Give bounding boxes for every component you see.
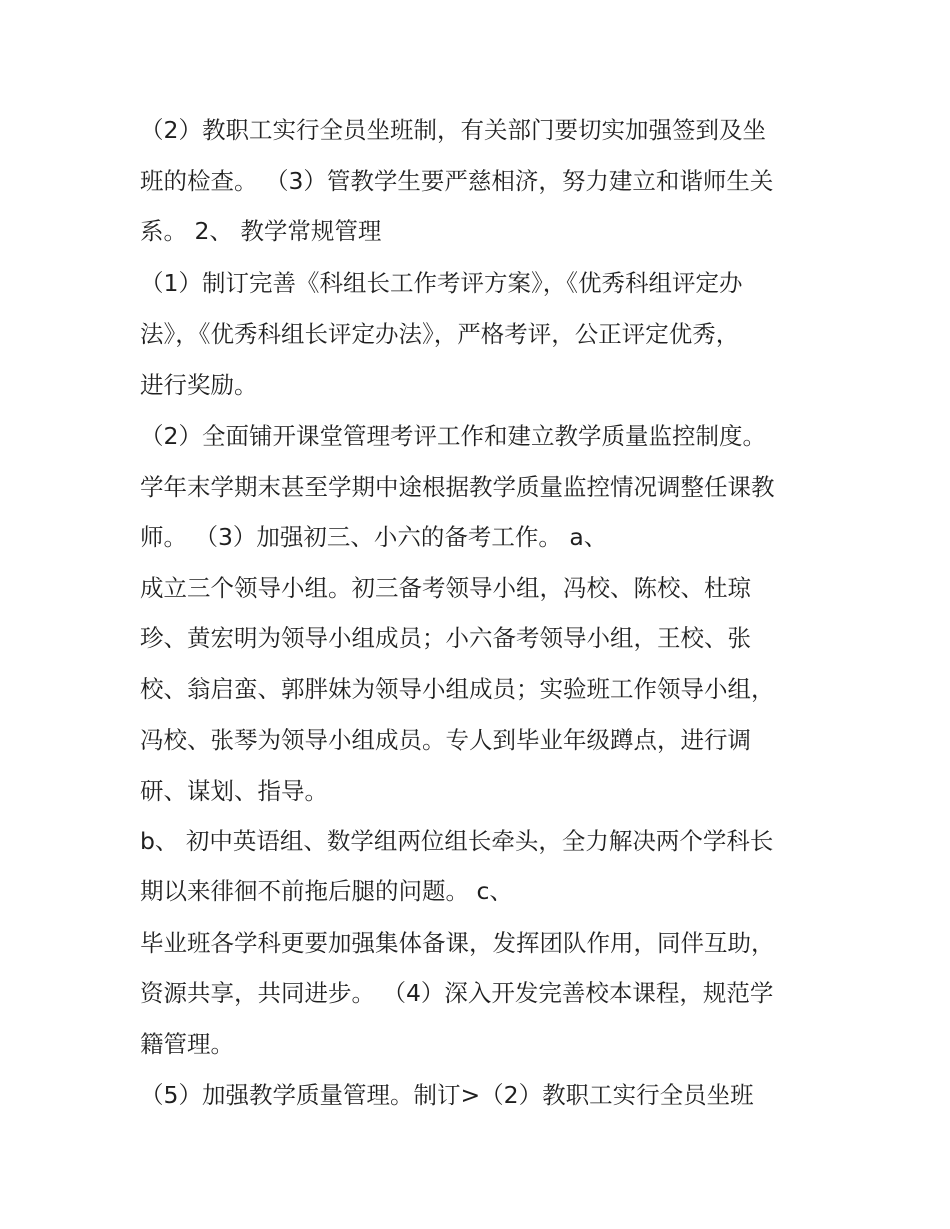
text-line: 资源共享，共同进步。 （4）深入开发完善校本课程，规范学 xyxy=(140,979,774,1007)
text-line: 期以来徘徊不前拖后腿的问题。 c、 xyxy=(140,877,513,905)
text-line: （5）加强教学质量管理。制订>（2）教职工实行全员坐班 xyxy=(140,1081,754,1109)
text-line: （2）全面铺开课堂管理考评工作和建立教学质量监控制度。 xyxy=(140,422,766,450)
text-line: b、 初中英语组、数学组两位组长牵头，全力解决两个学科长 xyxy=(140,827,774,855)
text-line: 系。 2、 教学常规管理 xyxy=(140,217,382,245)
text-line: 师。 （3）加强初三、小六的备考工作。 a、 xyxy=(140,523,608,551)
text-line: 冯校、张琴为领导小组成员。专人到毕业年级蹲点，进行调 xyxy=(140,726,751,754)
text-line: 法》，《优秀科组长评定办法》，严格考评，公正评定优秀， xyxy=(140,320,740,348)
text-line: 研、谋划、指导。 xyxy=(140,777,328,805)
text-line: 班的检查。 （3）管教学生要严慈相济，努力建立和谐师生关 xyxy=(140,167,774,195)
text-line: 珍、黄宏明为领导小组成员；小六备考领导小组，王校、张 xyxy=(140,624,751,652)
text-line: 籍管理。 xyxy=(140,1030,234,1058)
text-line: 成立三个领导小组。初三备考领导小组，冯校、陈校、杜琼 xyxy=(140,574,751,602)
text-line: 校、翁启蛮、郭胖妹为领导小组成员；实验班工作领导小组， xyxy=(140,675,775,703)
text-line: （1）制订完善《科组长工作考评方案》，《优秀科组评定办 xyxy=(140,269,743,297)
text-line: （2）教职工实行全员坐班制，有关部门要切实加强签到及坐 xyxy=(140,116,766,144)
text-line: 毕业班各学科更要加强集体备课，发挥团队作用，同伴互助， xyxy=(140,929,775,957)
text-line: 学年末学期末甚至学期中途根据教学质量监控情况调整任课教 xyxy=(140,473,775,501)
text-line: 进行奖励。 xyxy=(140,371,258,399)
